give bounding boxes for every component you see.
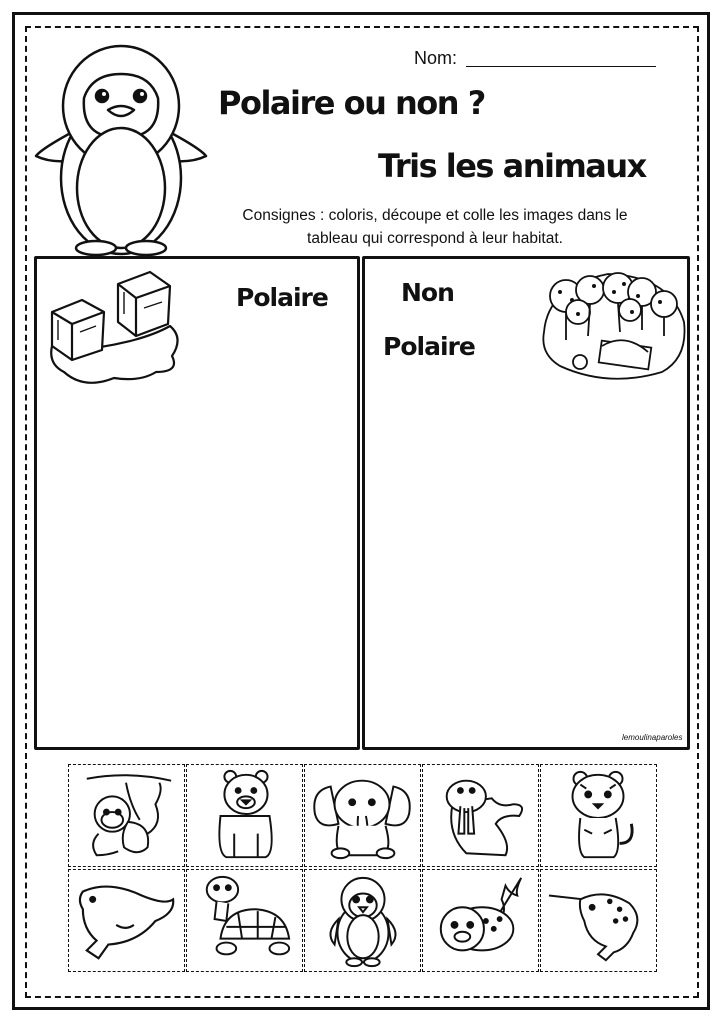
name-label: Nom:	[414, 48, 458, 68]
non-polar-column-title-line-2: Polaire	[383, 332, 475, 361]
seal-icon	[423, 870, 538, 971]
card-elephant[interactable]	[304, 764, 421, 867]
card-monkey[interactable]	[68, 764, 185, 867]
card-polar-bear[interactable]	[186, 764, 303, 867]
card-walrus[interactable]	[422, 764, 539, 867]
orchard-icon	[538, 262, 688, 388]
card-beluga[interactable]	[68, 869, 185, 972]
tiger-icon	[541, 765, 656, 866]
name-field-line[interactable]	[466, 66, 656, 67]
card-penguin[interactable]	[304, 869, 421, 972]
instructions	[180, 204, 690, 250]
ice-cubes-icon	[44, 264, 186, 394]
walrus-icon	[423, 765, 538, 866]
animal-cards-grid	[68, 764, 656, 972]
beluga-icon	[69, 870, 184, 971]
turtle-icon	[187, 870, 302, 971]
polar-column-title: Polaire	[236, 283, 328, 312]
card-turtle[interactable]	[186, 869, 303, 972]
monkey-icon	[69, 765, 184, 866]
non-polar-column-title-line-1: Non	[401, 278, 454, 307]
card-seal[interactable]	[422, 869, 539, 972]
page-title: Polaire ou non ?	[218, 84, 485, 122]
instructions-line-2: tableau qui correspond à leur habitat.	[307, 230, 563, 247]
penguin-small-icon	[305, 870, 420, 971]
card-tiger[interactable]	[540, 764, 657, 867]
elephant-icon	[305, 765, 420, 866]
page-subtitle: Tris les animaux	[378, 147, 646, 185]
instructions-line-1: Consignes : coloris, découpe et colle les images dans le	[242, 207, 628, 224]
credit-text: lemoulinaparoles	[622, 733, 683, 742]
polar-bear-icon	[187, 765, 302, 866]
narwhal-icon	[541, 870, 656, 971]
card-narwhal[interactable]	[540, 869, 657, 972]
